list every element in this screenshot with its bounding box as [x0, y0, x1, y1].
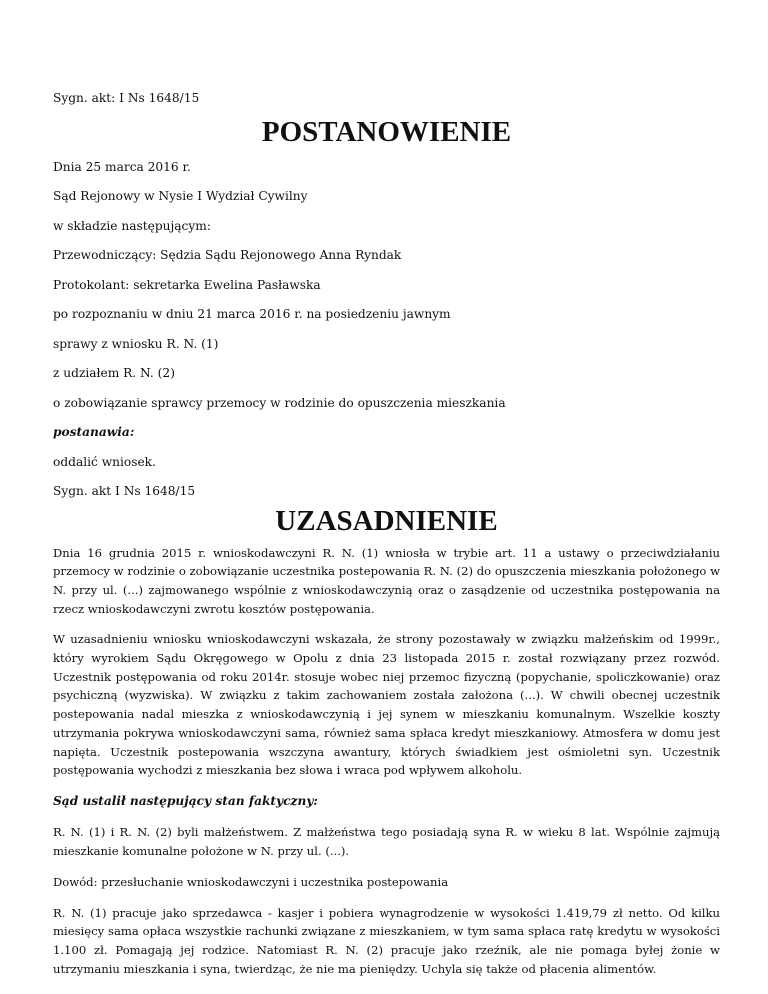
motion-info: sprawy z wniosku R. N. (1)	[53, 336, 219, 351]
presiding-judge: Przewodniczący: Sędzia Sądu Rejonowego Anna Ryndak	[53, 248, 402, 262]
evidence-note: Dowód: przesłuchanie wnioskodawczyni i uczestnika postepowania	[53, 874, 449, 889]
justification-paragraph: W uzasadnieniu wniosku wnioskodawczyni wskazała, że strony pozostawały w związku małżeńskim od 1999r., który wyrokiem Sądu Okręgowego w Opolu z dnia 23 listopada 2015 r. został rozwiązany przez rozwód. Uczestnik postępowania od roku 2014r. stosuje wobec niej przemoc fizyczną (popychanie, spoliczkowanie) oraz psychiczną (wyzwiska). W związku z takim zachowaniem została założona (...). W chwili obecnej uczestnik postepowania nadal mieszka z wnioskodawczynią i jej synem w mieszkaniu komunalnym. Wszelkie koszty utrzymania pokrywa wnioskodawczyni sama, również sama spłaca kredyt mieszkaniowy. Atmosfera w domu jest napięta. Uczestnik postepowania wszczyna awantury, których świadkiem jest ośmioletni syn. Uczestnik postępowania wychodzi z mieszkania bez słowa i wraca pod wpływem alkoholu.	[53, 632, 720, 778]
case-subject: o zobowiązanie sprawcy przemocy w rodzinie do opuszczenia mieszkania	[53, 395, 506, 410]
court-clerk: Protokolant: sekretarka Ewelina Pasławska	[53, 277, 321, 292]
facts-heading: Sąd ustalił następujący stan faktyczny:	[53, 793, 318, 808]
justification-title: UZASADNIENIE	[275, 504, 498, 537]
justification-case-number: Sygn. akt I Ns 1648/15	[53, 484, 196, 498]
document-title: POSTANOWIENIE	[261, 115, 512, 148]
hearing-info: po rozpoznaniu w dniu 21 marca 2016 r. na posiedzeniu jawnym	[53, 307, 451, 321]
case-number: Sygn. akt: I Ns 1648/15	[53, 91, 200, 105]
facts-paragraph: R. N. (1) i R. N. (2) byli małżeństwem. Z małżeństwa tego posiadają syna R. w wieku 8 lat. Wspólnie zajmują mieszkanie komunalne położone w N. przy ul. (...).	[53, 825, 720, 859]
participant-info: z udziałem R. N. (2)	[53, 366, 175, 380]
ruling-date: Dnia 25 marca 2016 r.	[53, 159, 191, 174]
decides-label: postanawia:	[53, 425, 135, 439]
facts-paragraph: R. N. (1) pracuje jako sprzedawca - kasjer i pobiera wynagrodzenie w wysokości 1.419,79 zł netto. Od kilku miesięcy sama opłaca wszystkie rachunki związane z mieszkaniem, w tym sama spłaca ratę kredytu w wysokości 1.100 zł. Pomagają jej rodzice. Natomiast R. N. (2) pracuje jako rzeźnik, ale nie pomaga byłej żonie w utrzymaniu mieszkania i syna, twierdząc, że nie ma pieniędzy. Uchyla się także od płacenia alimentów.	[53, 905, 720, 976]
decision: oddalić wniosek.	[53, 454, 156, 469]
composition: w składzie następującym:	[53, 218, 211, 233]
justification-paragraph: Dnia 16 grudnia 2015 r. wnioskodawczyni R. N. (1) wniosła w trybie art. 11 a ustawy o przeciwdziałaniu przemocy w rodzinie o zobowiązanie uczestnika postepowania R. N. (2) do opuszczenia mieszkania położonego w N. przy ul. (...) zajmowanego wspólnie z wnioskodawczynią oraz o zasądzenie od uczestnika postępowania na rzecz wnioskodawczyni zwrotu kosztów postępowania.	[53, 545, 720, 616]
court-name: Sąd Rejonowy w Nysie I Wydział Cywilny	[53, 189, 308, 203]
